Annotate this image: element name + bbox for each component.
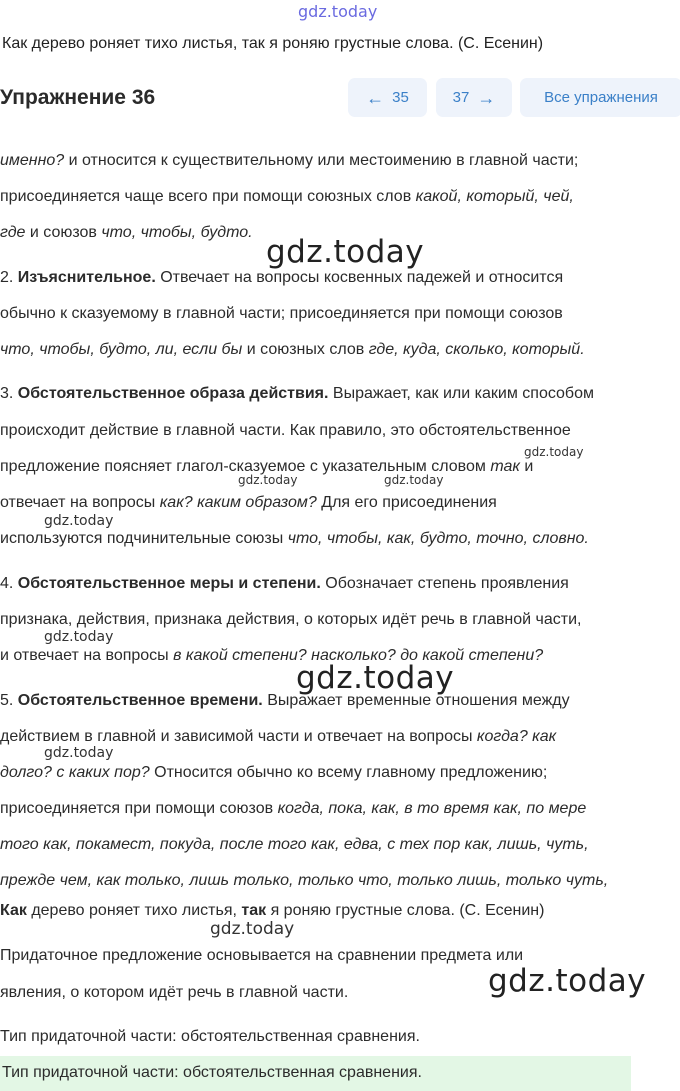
text-line: 5. Обстоятельственное времени. Выражает временные отношения между — [0, 692, 570, 709]
text-line: что, чтобы, будто, ли, если бы и союзных слов где, куда, сколько, который. — [0, 341, 585, 358]
epigraph-quote: Как дерево роняет тихо листья, так я роняю грустные слова. (С. Есенин) — [2, 35, 544, 52]
text-line: где и союзов что, чтобы, будто. — [0, 224, 253, 241]
next-exercise-label: 37 — [452, 89, 470, 106]
text-line: обычно к сказуемому в главной части; присоединяется при помощи союзов — [0, 305, 563, 322]
text-line: 3. Обстоятельственное образа действия. Выражает, как или каким способом — [0, 385, 594, 402]
text-line: признака, действия, признака действия, о которых идёт речь в главной части, — [0, 611, 582, 628]
all-exercises-label: Все упражнения — [544, 89, 658, 106]
all-exercises-button[interactable] — [520, 78, 680, 117]
site-logo[interactable]: gdz.today — [298, 2, 378, 21]
text-line: Как дерево роняет тихо листья, так я роняю грустные слова. (С. Есенин) — [0, 902, 545, 919]
text-line: явления, о котором идёт речь в главной части. — [0, 984, 349, 1001]
watermark: gdz.today — [210, 919, 295, 939]
watermark: gdz.today — [44, 629, 114, 645]
text-line: используются подчинительные союзы что, чтобы, как, будто, точно, словно. — [0, 530, 589, 547]
text-line: отвечает на вопросы как? каким образом? Для его присоединения — [0, 494, 497, 511]
watermark: gdz.today — [296, 660, 455, 696]
text-line: именно? и относится к существительному или местоимению в главной части; — [0, 152, 579, 169]
text-line: и отвечает на вопросы в какой степени? насколько? до какой степени? — [0, 647, 544, 664]
watermark: gdz.today — [44, 513, 114, 529]
watermark: gdz.today — [384, 473, 444, 487]
text-line: долго? с каких пор? Относится обычно ко всему главному предложению; — [0, 764, 548, 781]
watermark: gdz.today — [488, 963, 647, 999]
text-line: прежде чем, как только, лишь только, только что, только лишь, только чуть, — [0, 872, 609, 889]
next-exercise-button[interactable] — [436, 78, 512, 117]
watermark: gdz.today — [44, 745, 114, 761]
text-line: предложение поясняет глагол-сказуемое с указательным словом так и — [0, 458, 534, 475]
text-line: действием в главной и зависимой части и отвечает на вопросы когда? как — [0, 728, 557, 745]
watermark: gdz.today — [238, 473, 298, 487]
text-line: происходит действие в главной части. Как правило, это обстоятельственное — [0, 422, 571, 439]
watermark: gdz.today — [524, 445, 584, 459]
arrow-left-icon: ← — [366, 87, 385, 108]
arrow-right-icon: → — [477, 87, 496, 108]
watermark: gdz.today — [266, 234, 425, 270]
text-line: Тип придаточной части: обстоятельственная сравнения. — [0, 1028, 420, 1045]
text-line: 4. Обстоятельственное меры и степени. Обозначает степень проявления — [0, 575, 569, 592]
text-line: присоединяется чаще всего при помощи союзных слов какой, который, чей, — [0, 188, 574, 205]
text-line: Придаточное предложение основывается на сравнении предмета или — [0, 947, 524, 964]
prev-exercise-label: 35 — [392, 89, 409, 106]
answer-text: Тип придаточной части: обстоятельственная сравнения. — [2, 1064, 422, 1081]
text-line: того как, покамест, покуда, после того как, едва, с тех пор как, лишь, чуть, — [0, 836, 589, 853]
text-line: присоединяется при помощи союзов когда, пока, как, в то время как, по мере — [0, 800, 587, 817]
text-line: 2. Изъяснительное. Отвечает на вопросы косвенных падежей и относится — [0, 269, 564, 286]
exercise-title: Упражнение 36 — [0, 86, 156, 109]
prev-exercise-button[interactable] — [348, 78, 427, 117]
